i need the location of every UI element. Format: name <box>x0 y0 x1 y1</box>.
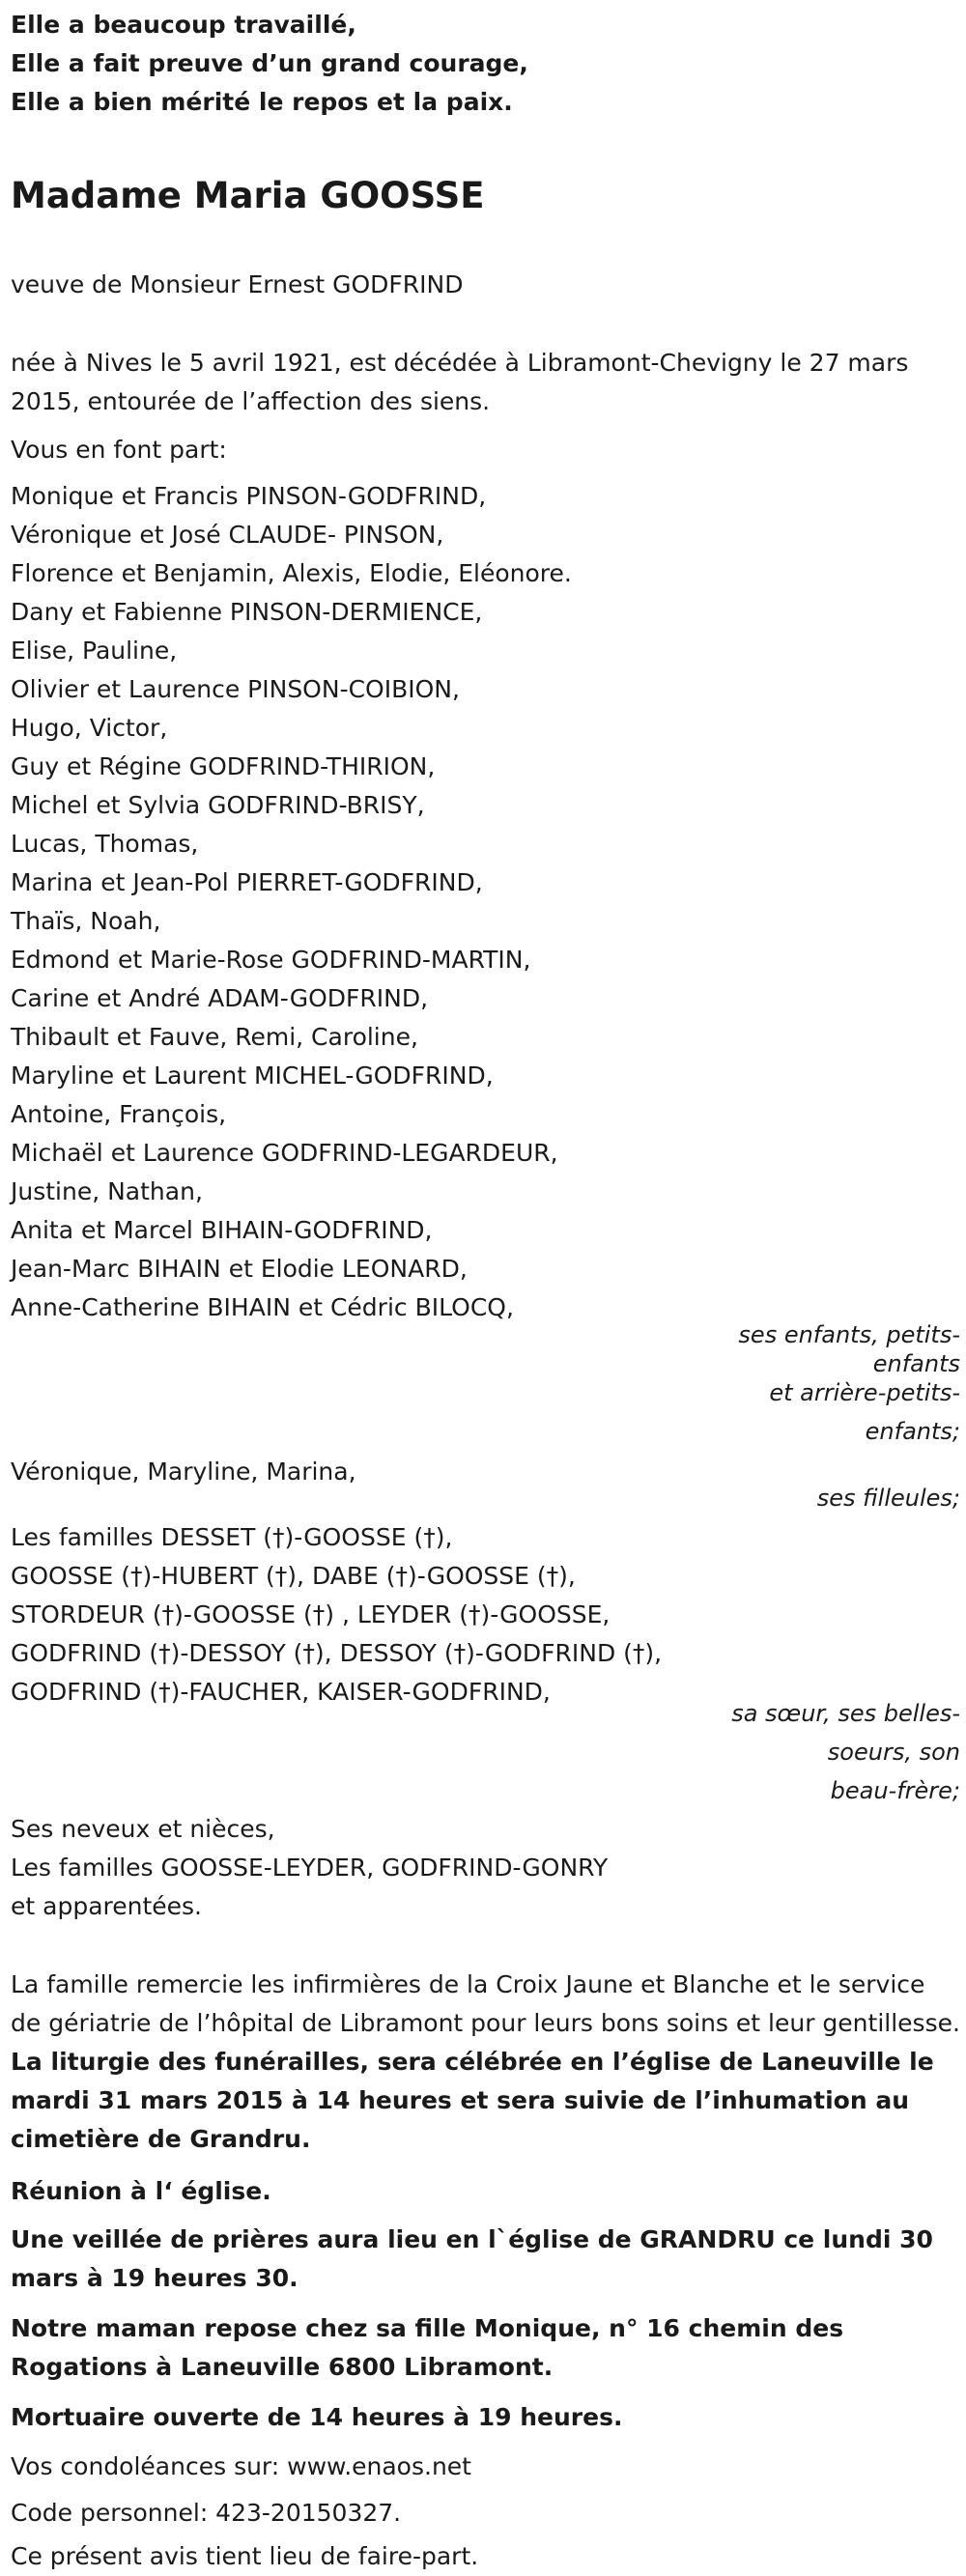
role-line: enfants <box>872 1350 960 1377</box>
intro-line: Elle a bien mérité le repos et la paix. <box>11 88 513 116</box>
notice-line: Ce présent avis tient lieu de faire-part. <box>11 2542 479 2570</box>
list-item: GOOSSE (†)-HUBERT (†), DABE (†)-GOOSSE (†), <box>11 1562 576 1590</box>
list-item: Carine et André ADAM-GODFRIND, <box>11 984 429 1012</box>
list-item: GODFRIND (†)-FAUCHER, KAISER-GODFRIND, <box>11 1678 551 1706</box>
goddaughters-role: ses filleules; <box>816 1485 960 1512</box>
list-item: Dany et Fabienne PINSON-DERMIENCE, <box>11 598 483 626</box>
families-role <box>670 1694 960 1810</box>
list-item: et apparentées. <box>11 1892 202 1920</box>
role-line: beau-frère; <box>830 1777 960 1804</box>
list-item: Marina et Jean-Pol PIERRET-GODFRIND, <box>11 868 483 896</box>
list-item: Michaël et Laurence GODFRIND-LEGARDEUR, <box>11 1139 558 1167</box>
list-item: Thibault et Fauve, Remi, Caroline, <box>11 1023 418 1051</box>
intro-verse <box>11 6 528 122</box>
list-item: Jean-Marc BIHAIN et Elodie LEONARD, <box>11 1255 468 1283</box>
list-item: Anne-Catherine BIHAIN et Cédric BILOCQ, <box>11 1293 514 1321</box>
children-list <box>11 477 572 1327</box>
thanks-text: La famille remercie les infirmières de la Croix Jaune et Blanche et le service de gériatrie de l’hôpital de Libramont pour leurs bons soins et leur gentillesse. <box>11 1970 960 2037</box>
list-item: Michel et Sylvia GODFRIND-BRISY, <box>11 791 425 819</box>
list-item: Edmond et Marie-Rose GODFRIND-MARTIN, <box>11 946 531 974</box>
role-line: sa sœur, ses belles- <box>731 1700 960 1727</box>
code-line: Code personnel: 423-20150327. <box>11 2499 402 2527</box>
role-line: soeurs, son <box>827 1739 960 1766</box>
widow-line: veuve de Monsieur Ernest GODFRIND <box>11 270 464 298</box>
list-item: Lucas, Thomas, <box>11 830 199 858</box>
list-item: Hugo, Victor, <box>11 714 168 742</box>
list-item: GODFRIND (†)-DESSOY (†), DESSOY (†)-GODFRIND (†), <box>11 1639 663 1667</box>
announce-line: Vous en font part: <box>11 436 227 464</box>
list-item: Olivier et Laurence PINSON-COIBION, <box>11 675 460 703</box>
list-item: Ses neveux et nièces, <box>11 1815 275 1843</box>
funeral-text: La liturgie des funérailles, sera célébrée en l’église de Laneuville le mardi 31 mars 2015 à 14 heures et sera suivie de l’inhumation au cimetière de Grandru. <box>11 2048 934 2153</box>
list-item: Antoine, François, <box>11 1100 227 1128</box>
vigil-text: Une veillée de prières aura lieu en l`église de GRANDRU ce lundi 30 mars à 19 heures 30. <box>11 2225 933 2292</box>
birth-death-text: née à Nives le 5 avril 1921, est décédée à Libramont-Chevigny le 27 mars 2015, entourée de l’affection des siens. <box>11 349 909 415</box>
role-line: enfants; <box>865 1418 960 1445</box>
role-line: ses enfants, petits- <box>738 1321 960 1348</box>
mortuary-line: Mortuaire ouverte de 14 heures à 19 heures. <box>11 2403 623 2431</box>
goddaughters-line: Véronique, Maryline, Marina, <box>11 1458 356 1486</box>
list-item: Maryline et Laurent MICHEL-GODFRIND, <box>11 1062 494 1090</box>
meeting-line: Réunion à l‘ église. <box>11 2177 271 2205</box>
role-line: et arrière-petits- <box>769 1379 960 1406</box>
intro-line: Elle a beaucoup travaillé, <box>11 11 356 39</box>
families-list <box>11 1518 662 1712</box>
list-item: Les familles DESSET (†)-GOOSSE (†), <box>11 1523 453 1551</box>
deceased-name: Madame Maria GOOSSE <box>11 175 485 216</box>
list-item: Les familles GOOSSE-LEYDER, GODFRIND-GONRY <box>11 1854 609 1882</box>
list-item: Monique et Francis PINSON-GODFRIND, <box>11 482 487 510</box>
relatives-list <box>11 1810 608 1926</box>
list-item: Thaïs, Noah, <box>11 907 161 935</box>
list-item: Guy et Régine GODFRIND-THIRION, <box>11 752 436 780</box>
intro-line: Elle a fait preuve d’un grand courage, <box>11 49 528 77</box>
thanks-paragraph <box>11 1966 960 2159</box>
list-item: STORDEUR (†)-GOOSSE (†) , LEYDER (†)-GOOSSE, <box>11 1600 611 1628</box>
list-item: Elise, Pauline, <box>11 637 178 665</box>
list-item: Florence et Benjamin, Alexis, Elodie, Eléonore. <box>11 559 572 587</box>
children-role <box>670 1316 960 1451</box>
list-item: Anita et Marcel BIHAIN-GODFRIND, <box>11 1216 433 1244</box>
list-item: Justine, Nathan, <box>11 1177 203 1205</box>
list-item: Véronique et José CLAUDE- PINSON, <box>11 521 444 549</box>
condolences-line: Vos condoléances sur: www.enaos.net <box>11 2452 471 2480</box>
rest-text: Notre maman repose chez sa fille Monique, n° 16 chemin des Rogations à Laneuville 6800 Libramont. <box>11 2314 844 2381</box>
